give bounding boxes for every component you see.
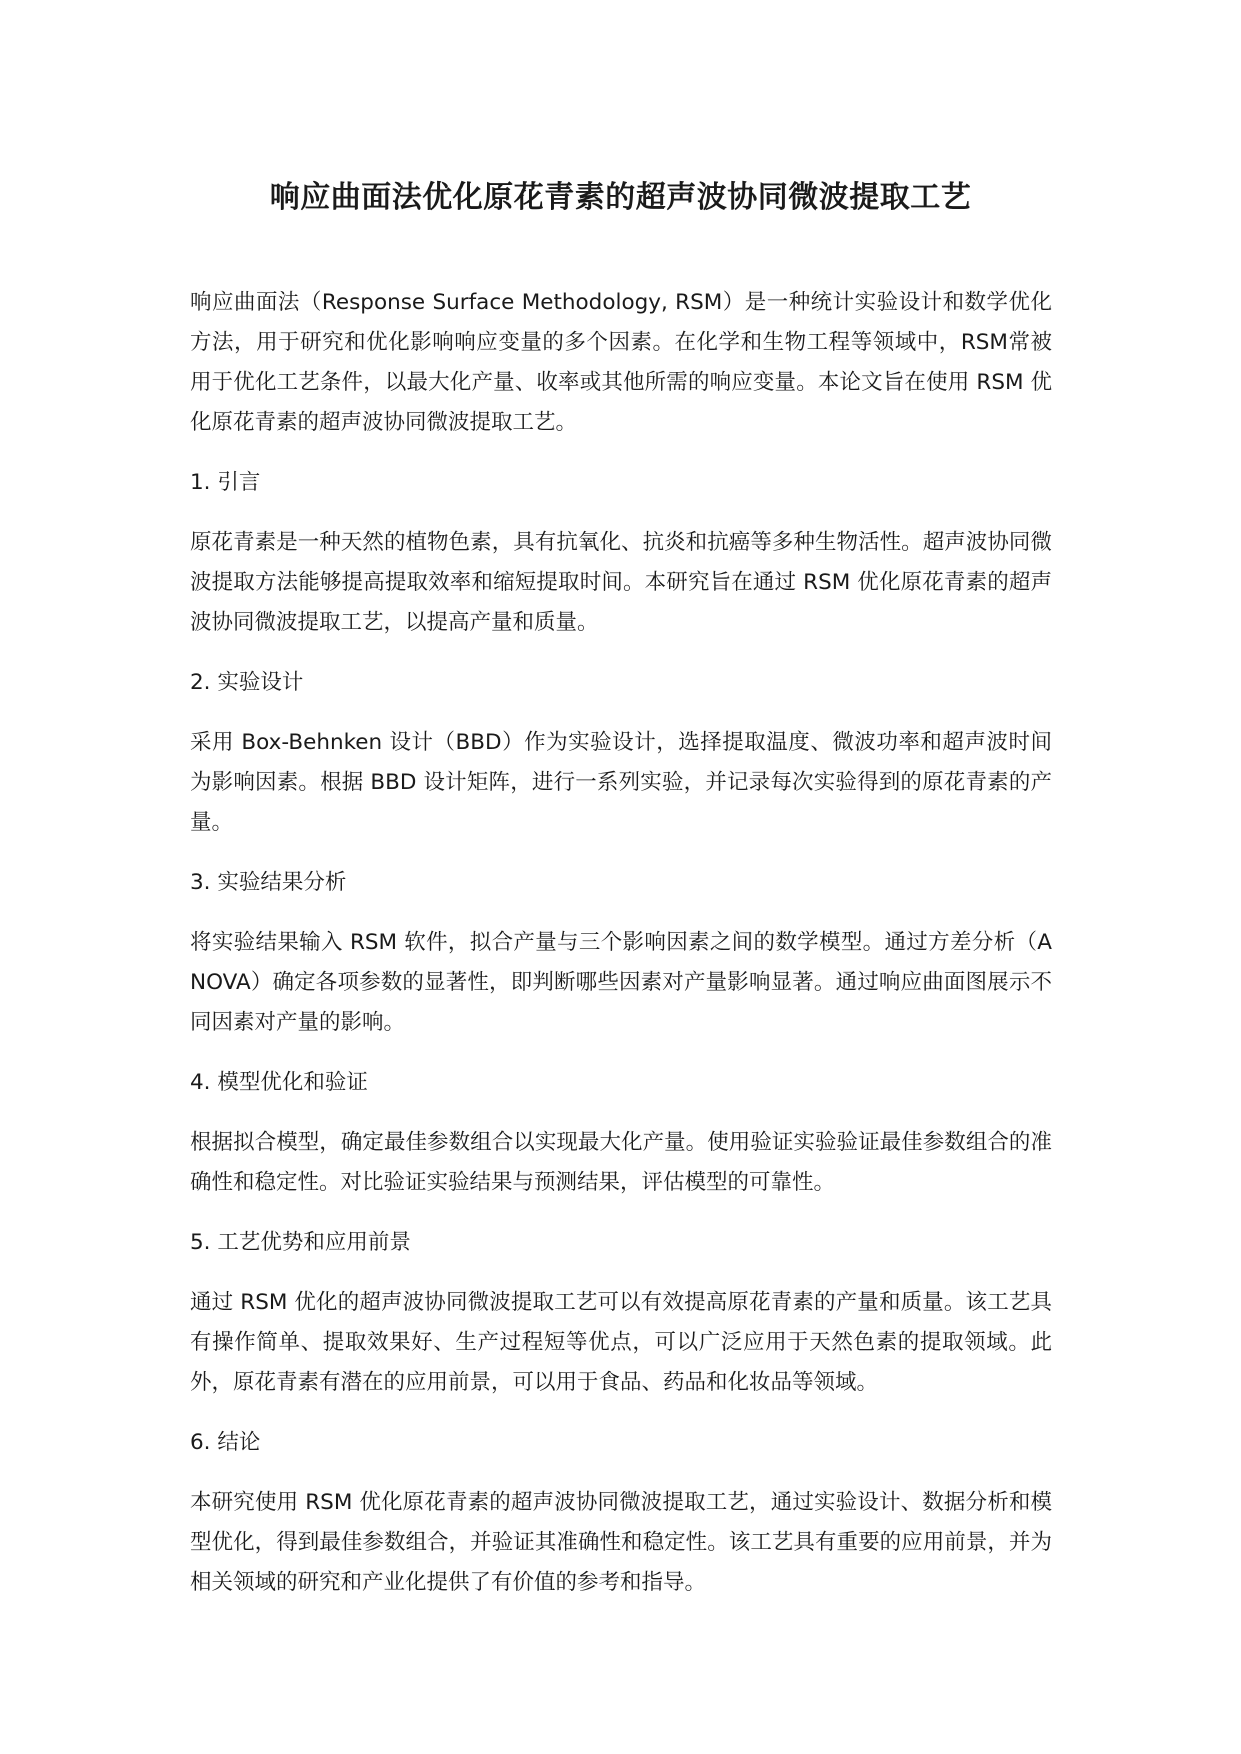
section-heading-process-advantages: 5. 工艺优势和应用前景 [190, 1230, 411, 1255]
section-heading-experimental-design: 2. 实验设计 [190, 670, 304, 695]
section-heading-model-optimization: 4. 模型优化和验证 [190, 1070, 368, 1095]
section-heading-results-analysis: 3. 实验结果分析 [190, 870, 347, 895]
section-body-process-advantages: 通过 RSM 优化的超声波协同微波提取工艺可以有效提高原花青素的产量和质量。该工艺具有操作简单、提取效果好、生产过程短等优点，可以广泛应用于天然色素的提取领域。此外，原花青素有潜在的应用前景，可以用于食品、药品和化妆品等领域。 [190, 1290, 1052, 1395]
section-heading-introduction: 1. 引言 [190, 470, 261, 495]
document-title: 响应曲面法优化原花青素的超声波协同微波提取工艺 [269, 180, 972, 215]
section-body-model-optimization: 根据拟合模型，确定最佳参数组合以实现最大化产量。使用验证实验验证最佳参数组合的准确性和稳定性。对比验证实验结果与预测结果，评估模型的可靠性。 [190, 1130, 1052, 1195]
section-body-introduction: 原花青素是一种天然的植物色素，具有抗氧化、抗炎和抗癌等多种生物活性。超声波协同微波提取方法能够提高提取效率和缩短提取时间。本研究旨在通过 RSM 优化原花青素的超声波协同微波提取工艺，以提高产量和质量。 [190, 530, 1052, 635]
section-body-experimental-design: 采用 Box-Behnken 设计（BBD）作为实验设计，选择提取温度、微波功率和超声波时间为影响因素。根据 BBD 设计矩阵，进行一系列实验，并记录每次实验得到的原花青素的产量。 [190, 730, 1052, 835]
document-body [190, 283, 1052, 1623]
intro-paragraph: 响应曲面法（Response Surface Methodology, RSM）是一种统计实验设计和数学优化方法，用于研究和优化影响响应变量的多个因素。在化学和生物工程等领域中，RSM常被用于优化工艺条件，以最大化产量、收率或其他所需的响应变量。本论文旨在使用 RSM 优化原花青素的超声波协同微波提取工艺。 [190, 290, 1052, 435]
section-heading-conclusion: 6. 结论 [190, 1430, 261, 1455]
section-body-results-analysis: 将实验结果输入 RSM 软件，拟合产量与三个影响因素之间的数学模型。通过方差分析（ANOVA）确定各项参数的显著性，即判断哪些因素对产量影响显著。通过响应曲面图展示不同因素对产量的影响。 [190, 930, 1052, 1035]
section-body-conclusion: 本研究使用 RSM 优化原花青素的超声波协同微波提取工艺，通过实验设计、数据分析和模型优化，得到最佳参数组合，并验证其准确性和稳定性。该工艺具有重要的应用前景，并为相关领域的研究和产业化提供了有价值的参考和指导。 [190, 1490, 1052, 1595]
